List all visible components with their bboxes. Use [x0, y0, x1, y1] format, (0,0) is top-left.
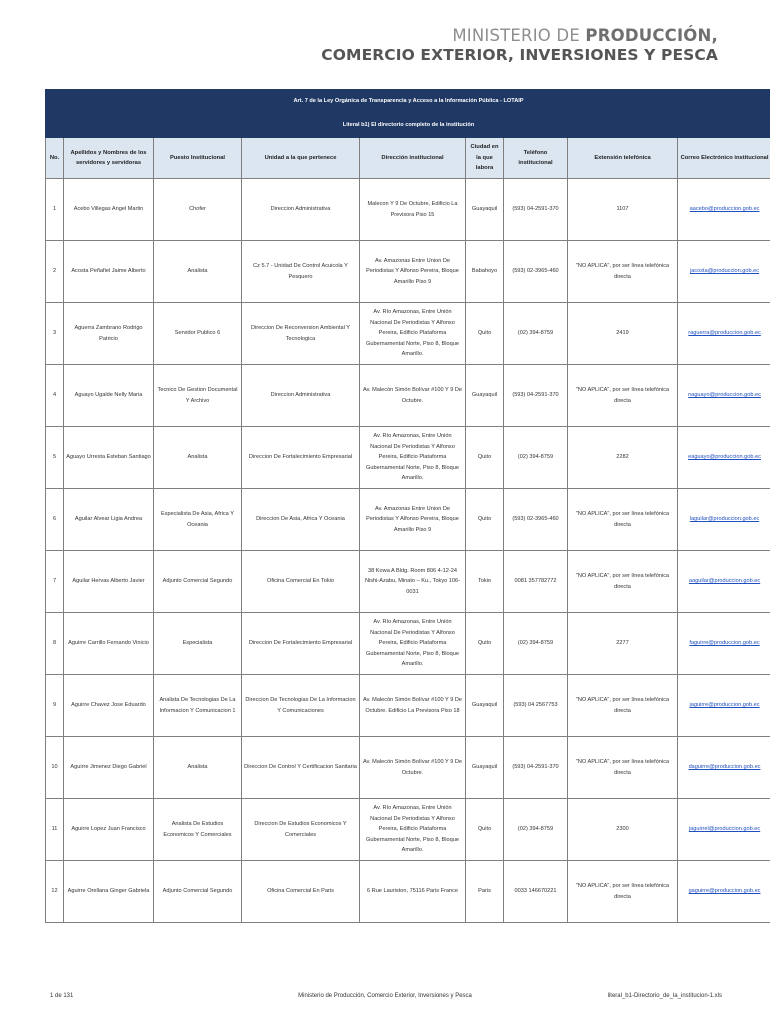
row-number: 2 — [46, 241, 64, 303]
row-number: 10 — [46, 737, 64, 799]
table-row — [46, 241, 770, 303]
row-number: 1 — [46, 179, 64, 241]
header-col-position: Puesto Institucional — [154, 138, 242, 179]
position: Analista De Estudios Economicos Y Comerciales — [154, 799, 242, 861]
unit: Oficina Comercial En Tokio — [242, 551, 360, 613]
page-number: 1 de 131 — [50, 993, 74, 999]
employee-name: Aguirre Orellana Ginger Gabriela — [64, 861, 154, 923]
address: Av. Amazonas Entre Union De Periodistas Y Alfonso Pereira, Bloque Amarillo Piso 9 — [360, 241, 466, 303]
logo-line-2: COMERCIO EXTERIOR, INVERSIONES Y PESCA — [321, 45, 718, 64]
address: Av. Malecón Simón Bolívar #100 Y 9 De Octubre. — [360, 737, 466, 799]
city: Paris — [466, 861, 504, 923]
employee-name: Aguerra Zambrano Rodrigo Patricio — [64, 303, 154, 365]
city: Guayaquil — [466, 737, 504, 799]
position: Especialista De Asia, Africa Y Oceania — [154, 489, 242, 551]
employee-name: Aguilar Hervas Alberto Javier — [64, 551, 154, 613]
table-row — [46, 303, 770, 365]
phone: (593) 02-3965-460 — [504, 489, 568, 551]
table-row — [46, 799, 770, 861]
header-col-address: Dirección institucional — [360, 138, 466, 179]
email-link[interactable]: aaguilar@produccion.gob.ec — [678, 551, 770, 613]
phone: (02) 394-8759 — [504, 613, 568, 675]
header-col-no: No. — [46, 138, 64, 179]
phone: (593) 04 2567753 — [504, 675, 568, 737]
email-link[interactable]: jacosta@produccion.gob.ec — [678, 241, 770, 303]
extension: "NO APLICA", por ser línea telefónica directa — [568, 489, 678, 551]
phone: (593) 04-2591-370 — [504, 737, 568, 799]
header-col-email: Correo Electrónico institucional — [678, 138, 770, 179]
unit: Direccion De Reconversion Ambiental Y Tecnologica — [242, 303, 360, 365]
row-number: 12 — [46, 861, 64, 923]
city: Quito — [466, 303, 504, 365]
address: Av. Río Amazonas, Entre Unión Nacional De Periodistas Y Alfonso Pereira, Edificio Plataforma Gubernamental Norte, Piso 8, Bloque Amarillo. — [360, 613, 466, 675]
position: Adjunto Comercial Segundo — [154, 861, 242, 923]
city: Quito — [466, 489, 504, 551]
header-col-unit: Unidad a la que pertenece — [242, 138, 360, 179]
extension: 1107 — [568, 179, 678, 241]
employee-name: Acebo Villegas Angel Martin — [64, 179, 154, 241]
unit: Direccion De Fortalecimiento Empresarial — [242, 427, 360, 489]
address: 6 Rue Lauriston, 75116 Paris France — [360, 861, 466, 923]
unit: Direccion De Asia, Africa Y Oceania — [242, 489, 360, 551]
position: Analista — [154, 427, 242, 489]
phone: (593) 04-2591-370 — [504, 365, 568, 427]
unit: Direccion De Tecnologias De La Informacion Y Comunicaciones — [242, 675, 360, 737]
position: Tecnico De Gestion Documental Y Archivo — [154, 365, 242, 427]
extension: 2282 — [568, 427, 678, 489]
extension: "NO APLICA", por ser línea telefónica directa — [568, 861, 678, 923]
email-link[interactable]: faguirre@produccion.gob.ec — [678, 613, 770, 675]
city: Guayaquil — [466, 365, 504, 427]
unit: Direccion Administrativa — [242, 179, 360, 241]
row-number: 7 — [46, 551, 64, 613]
email-link[interactable]: aacebo@produccion.gob.ec — [678, 179, 770, 241]
employee-name: Aguayo Ugalde Nelly Maria — [64, 365, 154, 427]
email-link[interactable]: jaguirrel@produccion.gob.ec — [678, 799, 770, 861]
row-number: 8 — [46, 613, 64, 675]
city: Quito — [466, 799, 504, 861]
extension: "NO APLICA", por ser línea telefónica directa — [568, 241, 678, 303]
extension: 2419 — [568, 303, 678, 365]
phone: 0033 146670221 — [504, 861, 568, 923]
ministry-logo — [321, 28, 718, 63]
extension: "NO APLICA", por ser línea telefónica directa — [568, 737, 678, 799]
table-body — [46, 179, 770, 923]
table-row — [46, 737, 770, 799]
table-row — [46, 489, 770, 551]
unit: Direccion De Control Y Certificacion Sanitaria — [242, 737, 360, 799]
email-link[interactable]: eaguayo@produccion.gob.ec — [678, 427, 770, 489]
city: Tokio — [466, 551, 504, 613]
phone: (593) 04-2591-370 — [504, 179, 568, 241]
employee-name: Aguirre Carrillo Fernando Vinicio — [64, 613, 154, 675]
row-number: 6 — [46, 489, 64, 551]
phone: (593) 02-3965-460 — [504, 241, 568, 303]
row-number: 5 — [46, 427, 64, 489]
address: Av. Río Amazonas, Entre Unión Nacional De Periodistas Y Alfonso Pereira, Edificio Plataforma Gubernamental Norte, Piso 8, Bloque Amarillo. — [360, 303, 466, 365]
position: Adjunto Comercial Segundo — [154, 551, 242, 613]
phone: (02) 394-8759 — [504, 303, 568, 365]
email-link[interactable]: daguirre@produccion.gob.ec — [678, 737, 770, 799]
position: Analista — [154, 737, 242, 799]
extension: 2300 — [568, 799, 678, 861]
row-number: 4 — [46, 365, 64, 427]
employee-name: Aguirre Lopez Juan Francisco — [64, 799, 154, 861]
email-link[interactable]: jaguirre@produccion.gob.ec — [678, 675, 770, 737]
logo-line-1: MINISTERIO DE PRODUCCIÓN, — [452, 26, 718, 45]
header-col-name: Apellidos y Nombres de los servidores y servidoras — [64, 138, 154, 179]
extension: "NO APLICA", por ser línea telefónica directa — [568, 675, 678, 737]
unit: Direccion De Estudios Economicos Y Comerciales — [242, 799, 360, 861]
unit: Cz 5.7 - Unidad De Control Acuicola Y Pesquero — [242, 241, 360, 303]
phone: (02) 394-8759 — [504, 427, 568, 489]
address: Av. Río Amazonas, Entre Unión Nacional De Periodistas Y Alfonso Pereira, Edificio Plataforma Gubernamental Norte, Piso 8, Bloque Amarillo. — [360, 799, 466, 861]
address: Av. Malecón Simón Bolívar #100 Y 9 De Octubre. — [360, 365, 466, 427]
employee-name: Acosta Peñafiel Jaime Alberto — [64, 241, 154, 303]
footer-filename: literal_b1-Directorio_de_la_institucion-1.xls — [607, 993, 722, 999]
position: Servidor Publico 6 — [154, 303, 242, 365]
employee-name: Aguilar Alvear Ligia Andrea — [64, 489, 154, 551]
directory-table — [45, 89, 770, 923]
header-row — [46, 138, 770, 179]
city: Guayaquil — [466, 179, 504, 241]
position: Chofer — [154, 179, 242, 241]
position: Analista De Tecnologias De La Informacion Y Comunicacion 1 — [154, 675, 242, 737]
extension: "NO APLICA", por ser línea telefónica directa — [568, 365, 678, 427]
table-row — [46, 613, 770, 675]
table-row — [46, 179, 770, 241]
address: Av. Río Amazonas, Entre Unión Nacional De Periodistas Y Alfonso Pereira, Edificio Plataforma Gubernamental Norte, Piso 8, Bloque Amarillo. — [360, 427, 466, 489]
city: Guayaquil — [466, 675, 504, 737]
employee-name: Aguirre Chavez Jose Eduardo — [64, 675, 154, 737]
header-col-extension: Extensión telefónica — [568, 138, 678, 179]
literal-banner: Literal b1) El directorio completo de la institución — [46, 114, 770, 138]
row-number: 9 — [46, 675, 64, 737]
table-row — [46, 551, 770, 613]
phone: 0081 357782772 — [504, 551, 568, 613]
email-link[interactable]: laguilar@produccion.gob.ec — [678, 489, 770, 551]
employee-name: Aguayo Urresta Esteban Santiago — [64, 427, 154, 489]
city: Quito — [466, 427, 504, 489]
table-row — [46, 675, 770, 737]
position: Analista — [154, 241, 242, 303]
address: Av. Malecón Simón Bolívar #100 Y 9 De Octubre. Edificio La Previsora Piso 18 — [360, 675, 466, 737]
address: 38 Kowa A Bldg. Room 806 4-12-24 Nishi-Azabu, Minato – Ku., Tokyo 106-0031 — [360, 551, 466, 613]
extension: 2277 — [568, 613, 678, 675]
table-row — [46, 861, 770, 923]
unit: Direccion Administrativa — [242, 365, 360, 427]
footer-ministry: Ministerio de Producción, Comercio Exterior, Inversiones y Pesca — [298, 993, 472, 999]
address: Malecon Y 9 De Octubre, Edificio La Previsora Piso 15 — [360, 179, 466, 241]
email-link[interactable]: raguerra@produccion.gob.ec — [678, 303, 770, 365]
phone: (02) 394-8759 — [504, 799, 568, 861]
email-link[interactable]: naguayo@produccion.gob.ec — [678, 365, 770, 427]
city: Babahoyo — [466, 241, 504, 303]
extension: "NO APLICA", por ser línea telefónica directa — [568, 551, 678, 613]
unit: Direccion De Fortalecimiento Empresarial — [242, 613, 360, 675]
row-number: 3 — [46, 303, 64, 365]
header-col-city: Ciudad en la que labora — [466, 138, 504, 179]
header-col-phone: Teléfono institucional — [504, 138, 568, 179]
address: Av. Amazonas Entre Union De Periodistas Y Alfonso Pereira, Bloque Amarillo Piso 9 — [360, 489, 466, 551]
law-banner: Art. 7 de la Ley Orgánica de Transparencia y Acceso a la Información Pública - LOTAIP — [46, 90, 770, 114]
table-row — [46, 427, 770, 489]
unit: Oficina Comercial En Paris — [242, 861, 360, 923]
email-link[interactable]: gaguirre@produccion.gob.ec — [678, 861, 770, 923]
employee-name: Aguirre Jimenez Diego Gabriel — [64, 737, 154, 799]
table-row — [46, 365, 770, 427]
position: Especialista — [154, 613, 242, 675]
city: Quito — [466, 613, 504, 675]
row-number: 11 — [46, 799, 64, 861]
